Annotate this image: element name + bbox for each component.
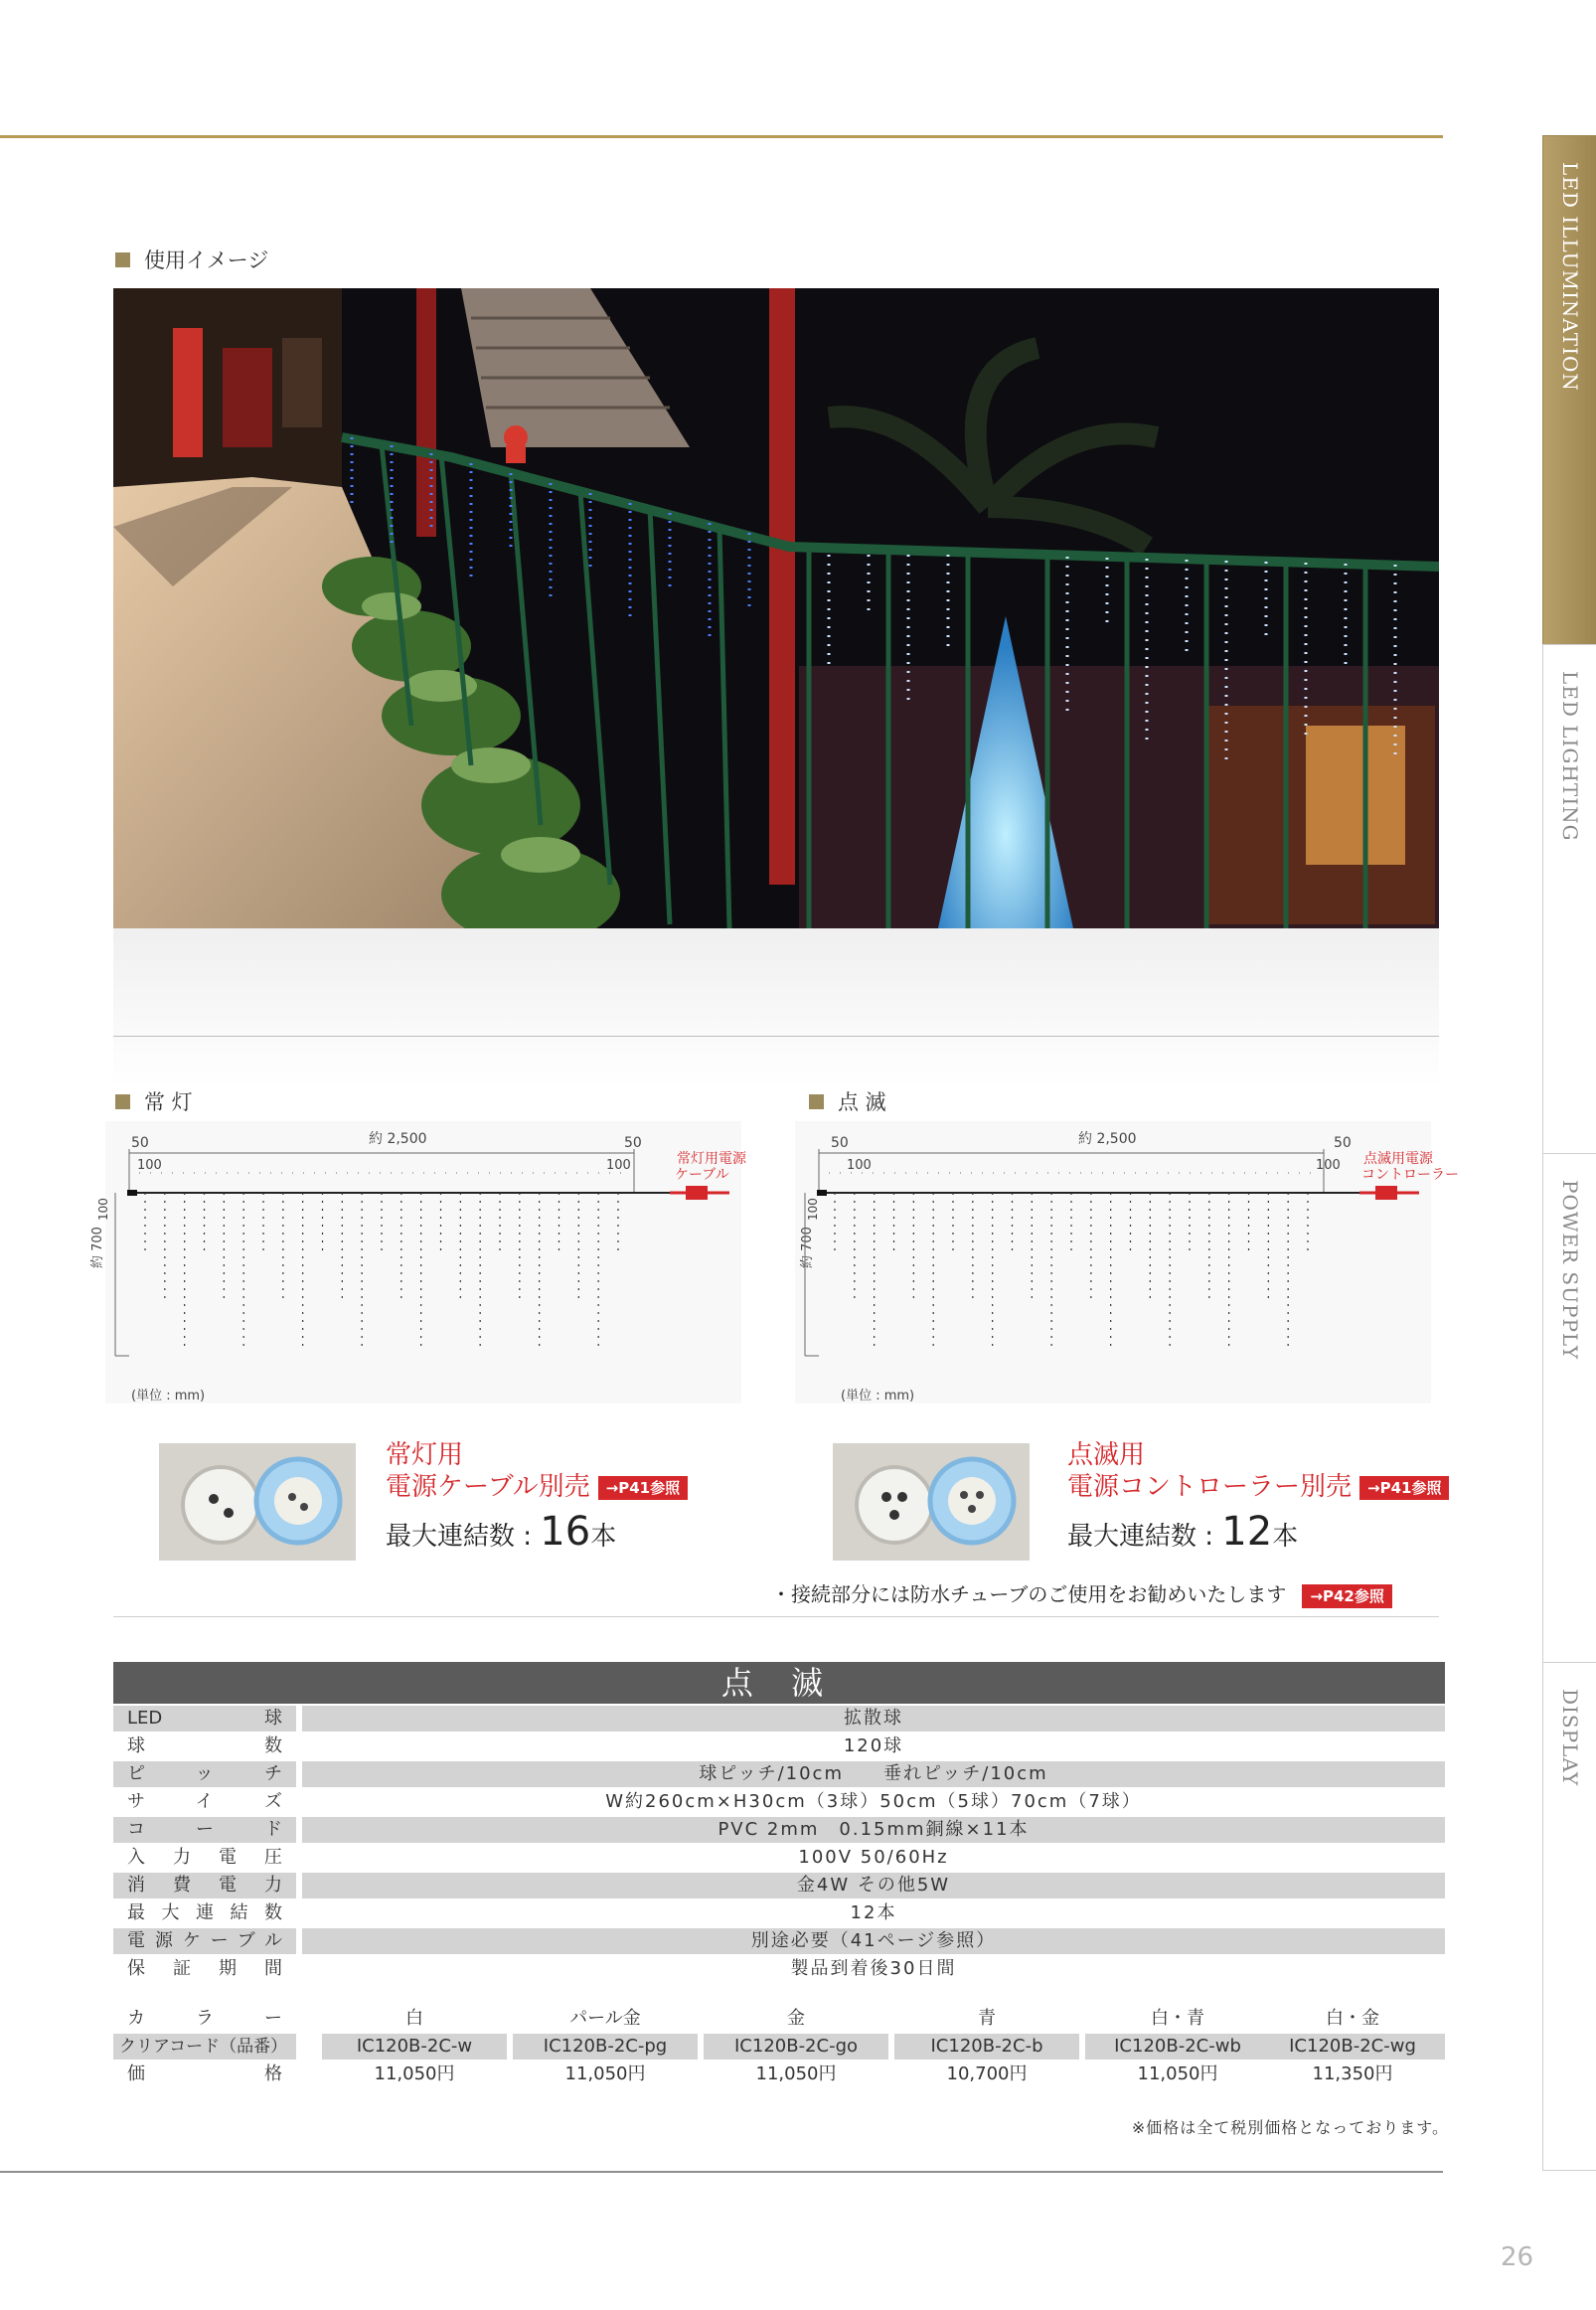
blink-heading	[809, 1086, 886, 1116]
usage-photo-illustration	[113, 288, 1439, 928]
code-cell: IC120B-2C-pg	[513, 2034, 698, 2060]
spec-value: 別途必要（41ページ参照）	[302, 1928, 1445, 1954]
spec-row	[113, 1706, 1445, 1733]
spec-value: 12本	[850, 1902, 897, 1923]
blink-accessory-title	[1067, 1439, 1449, 1503]
color-row	[113, 2006, 1445, 2034]
blink-dimension-diagram	[785, 1113, 1481, 1411]
price-cell: 10,700円	[946, 2063, 1028, 2084]
spec-key: 入力電圧	[127, 1847, 282, 1868]
steady-heading	[115, 1086, 193, 1116]
price-row	[113, 2062, 1445, 2089]
blink-accessory-title-1: 点滅用	[1067, 1440, 1146, 1470]
dim-drop-top: 100	[96, 1198, 110, 1221]
code-key: クリアコード（品番）	[113, 2034, 296, 2060]
max-label: 最大連結数 :	[386, 1522, 541, 1552]
color-cell: 金	[787, 2008, 805, 2029]
max-value: 16	[540, 1509, 591, 1555]
code-cell: IC120B-2C-wb	[1085, 2034, 1270, 2060]
max-unit: 本	[1272, 1522, 1299, 1552]
spec-key: 消費電力	[113, 1873, 296, 1898]
blink-accessory-title-2: 電源コントローラー別売	[1067, 1472, 1353, 1502]
color-cell: 青	[978, 2008, 996, 2029]
spec-value: 120球	[843, 1735, 904, 1756]
steady-dimension-diagram	[76, 1113, 771, 1411]
dim-right-margin: 50	[1334, 1135, 1352, 1151]
bottom-rule	[0, 2171, 1443, 2173]
section-divider	[113, 1616, 1439, 1617]
price-cell: 11,050円	[755, 2063, 837, 2084]
dim-right-margin: 50	[624, 1135, 642, 1151]
spec-key: ピッチ	[113, 1761, 296, 1787]
price-cell: 11,350円	[1312, 2063, 1393, 2084]
cable-label-2: コントローラー	[1361, 1167, 1459, 1183]
photo-reflection	[113, 928, 1439, 1087]
tax-footnote: ※価格は全て税別価格となっております。	[1131, 2118, 1449, 2137]
square-bullet-icon	[115, 252, 130, 267]
code-row	[113, 2034, 1445, 2062]
side-tab-display[interactable]	[1542, 1662, 1596, 2171]
code-cell: IC120B-2C-go	[704, 2034, 888, 2060]
plug-icon	[686, 1186, 708, 1200]
cable-label-1: 常灯用電源	[677, 1151, 746, 1167]
plug-icon	[1375, 1186, 1397, 1200]
spec-key: 保証期間	[127, 1958, 282, 1979]
side-tab-label: POWER SUPPLY	[1558, 1180, 1582, 1361]
spec-key: LED球	[113, 1706, 296, 1732]
waterproof-ref-link[interactable]: →P42参照	[1302, 1584, 1391, 1608]
max-unit: 本	[590, 1522, 617, 1552]
unit-label: (単位 : mm)	[841, 1389, 915, 1403]
square-bullet-icon	[115, 1094, 130, 1109]
spec-key: 電源ケーブル	[113, 1928, 296, 1954]
color-cell: パール金	[569, 2008, 641, 2029]
dim-pitch-right: 100	[1316, 1158, 1341, 1173]
blink-label: 点 滅	[838, 1090, 886, 1114]
dim-pitch-left: 100	[847, 1158, 872, 1173]
color-cell: 白・青	[1151, 2008, 1204, 2029]
max-value: 12	[1221, 1509, 1273, 1555]
color-key: カラー	[127, 2008, 282, 2029]
price-key: 価格	[127, 2063, 282, 2084]
spec-row	[113, 1733, 1445, 1761]
spec-row	[113, 1873, 1445, 1900]
dim-width: 約 2,500	[1078, 1131, 1137, 1147]
steady-label: 常 灯	[144, 1090, 193, 1114]
cable-label-2: ケーブル	[675, 1167, 729, 1183]
spec-value: 製品到着後30日間	[790, 1958, 957, 1979]
usage-image-heading	[115, 245, 268, 274]
code-cell: IC120B-2C-w	[322, 2034, 507, 2060]
spec-row	[113, 1845, 1445, 1873]
spec-key: 最大連結数	[127, 1902, 282, 1923]
spec-row	[113, 1928, 1445, 1956]
price-cell: 11,050円	[564, 2063, 646, 2084]
dim-left-margin: 50	[831, 1135, 849, 1151]
side-tab-label: LED LIGHTING	[1558, 671, 1582, 842]
steady-accessory-title	[386, 1439, 688, 1503]
waterproof-note-text: ・接続部分には防水チューブのご使用をお勧めいたします	[771, 1582, 1287, 1606]
price-cell: 11,050円	[1137, 2063, 1218, 2084]
dim-height: 約 700	[800, 1227, 815, 1268]
spec-row	[113, 1956, 1445, 1984]
blink-max-connections	[1067, 1509, 1298, 1555]
dim-drop-top: 100	[806, 1198, 820, 1221]
side-tab-led-lighting[interactable]	[1542, 644, 1596, 1153]
side-tab-label: DISPLAY	[1558, 1689, 1582, 1787]
steady-connector-photo	[159, 1443, 356, 1561]
spec-value: PVC 2mm 0.15mm銅線×11本	[302, 1817, 1445, 1843]
max-label: 最大連結数 :	[1067, 1522, 1222, 1552]
color-cell: 白・金	[1326, 2008, 1379, 2029]
spec-table-title: 点 滅	[113, 1662, 1445, 1704]
top-rule	[0, 135, 1443, 138]
dim-pitch-left: 100	[137, 1158, 162, 1173]
unit-label: (単位 : mm)	[131, 1389, 206, 1403]
steady-ref-link[interactable]: →P41参照	[598, 1476, 688, 1500]
spec-key: コード	[113, 1817, 296, 1843]
spec-row	[113, 1900, 1445, 1928]
code-cell: IC120B-2C-b	[894, 2034, 1079, 2060]
steady-accessory-title-2: 電源ケーブル別売	[386, 1472, 590, 1502]
spec-value: W約260cm×H30cm（3球）50cm（5球）70cm（7球）	[605, 1791, 1142, 1812]
spec-value: 金4W その他5W	[302, 1873, 1445, 1898]
blink-ref-link[interactable]: →P41参照	[1359, 1476, 1449, 1500]
page-number: 26	[1501, 2242, 1534, 2272]
color-cell: 白	[405, 2008, 423, 2029]
usage-image-label: 使用イメージ	[144, 248, 269, 272]
spec-value: 100V 50/60Hz	[798, 1847, 949, 1868]
steady-max-connections	[386, 1509, 616, 1555]
spec-row	[113, 1761, 1445, 1789]
section-divider	[113, 1036, 1439, 1037]
side-tab-led-illumination[interactable]	[1542, 135, 1596, 644]
blink-connector-photo	[833, 1443, 1030, 1561]
dim-left-margin: 50	[131, 1135, 149, 1151]
price-cell: 11,050円	[374, 2063, 455, 2084]
spec-row	[113, 1789, 1445, 1817]
dim-height: 約 700	[90, 1227, 105, 1268]
side-tab-power-supply[interactable]	[1542, 1153, 1596, 1662]
usage-photo	[113, 288, 1439, 928]
code-cell: IC120B-2C-wg	[1260, 2034, 1445, 2060]
waterproof-note	[771, 1578, 1392, 1608]
cable-label-1: 点滅用電源	[1363, 1151, 1433, 1167]
spec-value: 拡散球	[302, 1706, 1445, 1732]
spec-value: 球ピッチ/10cm 垂れピッチ/10cm	[302, 1761, 1445, 1787]
spec-key: 球数	[127, 1735, 282, 1756]
spec-row	[113, 1817, 1445, 1845]
side-tab-label: LED ILLUMINATION	[1558, 162, 1582, 392]
square-bullet-icon	[809, 1094, 824, 1109]
dim-width: 約 2,500	[369, 1131, 427, 1147]
steady-accessory-title-1: 常灯用	[386, 1440, 464, 1470]
spec-key: サイズ	[127, 1791, 282, 1812]
dim-pitch-right: 100	[606, 1158, 631, 1173]
